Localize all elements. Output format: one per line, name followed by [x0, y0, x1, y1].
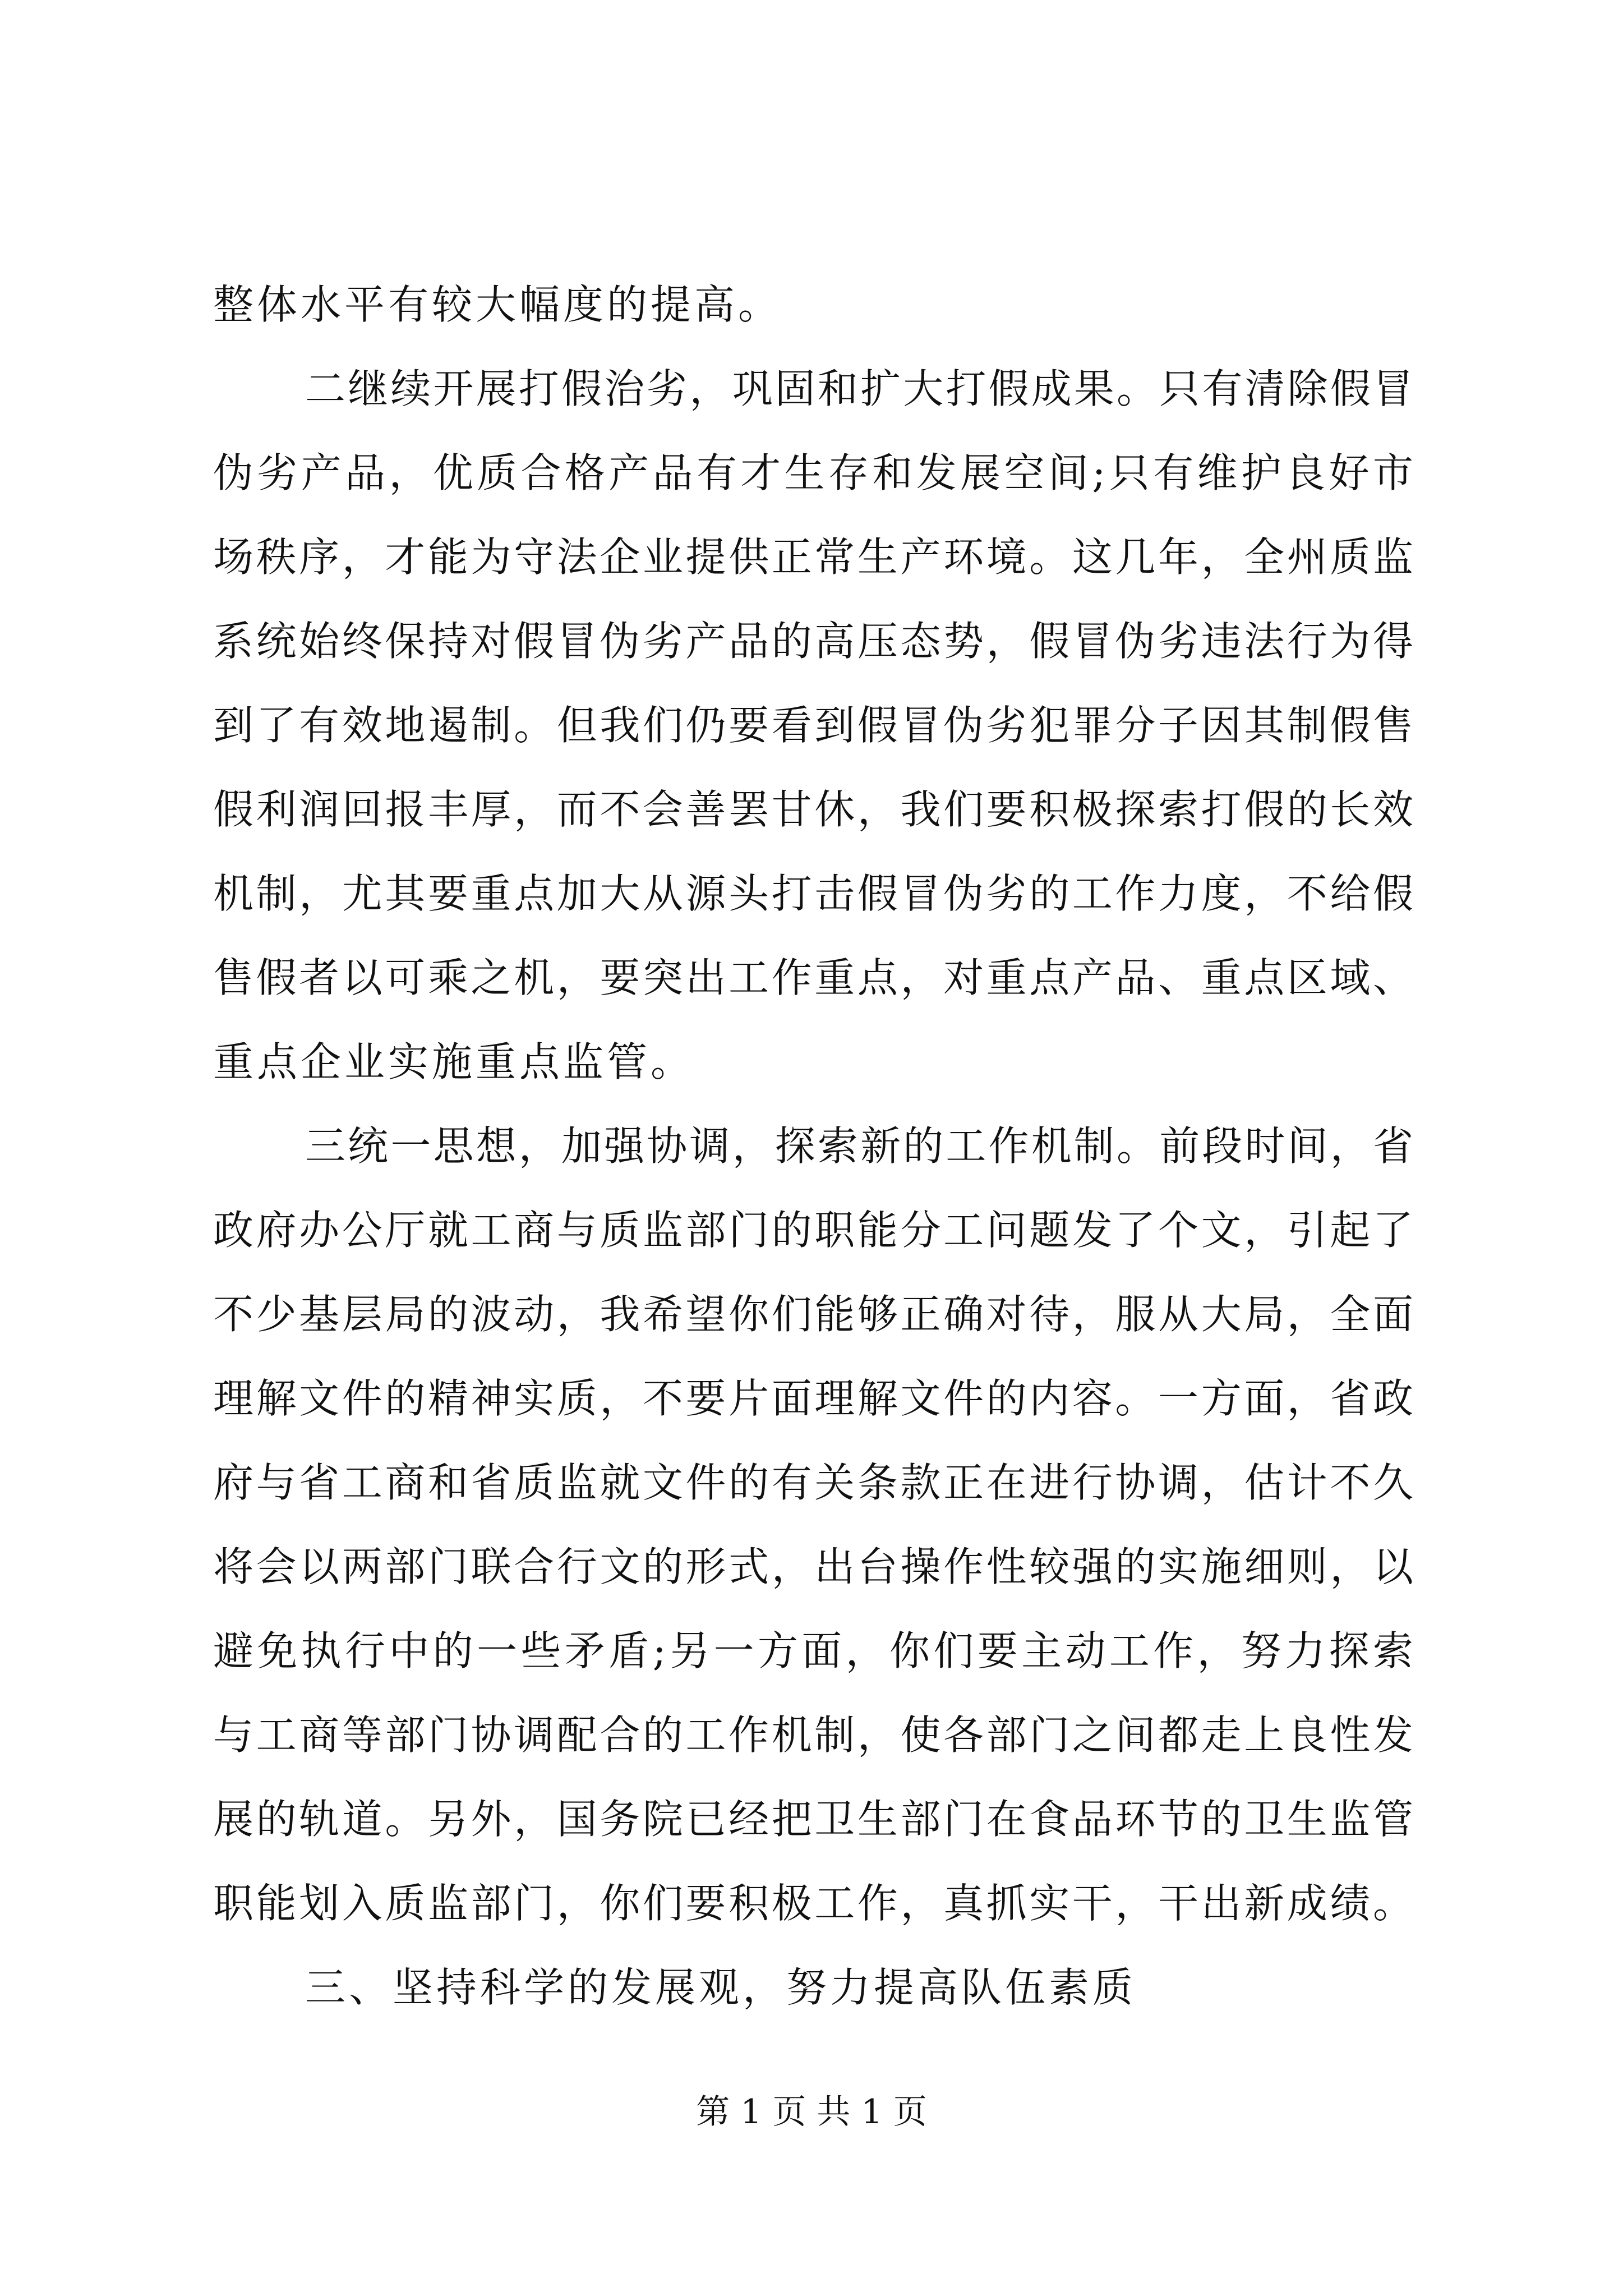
paragraph-line: 系统始终保持对假冒伪劣产品的高压态势，假冒伪劣违法行为得: [213, 618, 1413, 665]
paragraph-line: 假利润回报丰厚，而不会善罢甘休，我们要积极探索打假的长效: [213, 786, 1413, 833]
paragraph-line: 整体水平有较大幅度的提高。: [213, 281, 782, 328]
paragraph-line: 场秩序，才能为守法企业提供正常生产环境。这几年，全州质监: [213, 533, 1413, 581]
paragraph-line: 避免执行中的一些矛盾;另一方面，你们要主动工作，努力探索: [213, 1627, 1413, 1674]
paragraph-line: 政府办公厅就工商与质监部门的职能分工问题发了个文，引起了: [213, 1207, 1413, 1254]
paragraph-line: 不少基层局的波动，我希望你们能够正确对待，服从大局，全面: [213, 1291, 1413, 1338]
page-number-footer: 第 1 页 共 1 页: [696, 2092, 927, 2132]
paragraph-line: 重点企业实施重点监管。: [213, 1038, 695, 1085]
paragraph-line: 职能划入质监部门，你们要积极工作，真抓实干，干出新成绩。: [213, 1880, 1413, 1927]
section-heading: 三、坚持科学的发展观，努力提高队伍素质: [305, 1964, 1137, 2011]
paragraph-line: 售假者以可乘之机，要突出工作重点，对重点产品、重点区域、: [213, 954, 1413, 1001]
paragraph-line: 伪劣产品，优质合格产品有才生存和发展空间;只有维护良好市: [213, 449, 1413, 496]
paragraph-line: 理解文件的精神实质，不要片面理解文件的内容。一方面，省政: [213, 1375, 1413, 1422]
paragraph-line: 与工商等部门协调配合的工作机制，使各部门之间都走上良性发: [213, 1711, 1413, 1759]
paragraph-line: 到了有效地遏制。但我们仍要看到假冒伪劣犯罪分子因其制假售: [213, 702, 1413, 749]
paragraph-line: 机制，尤其要重点加大从源头打击假冒伪劣的工作力度，不给假: [213, 870, 1413, 917]
paragraph-line: 三统一思想，加强协调，探索新的工作机制。前段时间，省: [305, 1122, 1413, 1170]
paragraph-line: 展的轨道。另外，国务院已经把卫生部门在食品环节的卫生监管: [213, 1796, 1413, 1843]
paragraph-line: 二继续开展打假治劣，巩固和扩大打假成果。只有清除假冒: [305, 365, 1413, 412]
paragraph-line: 府与省工商和省质监就文件的有关条款正在进行协调，估计不久: [213, 1459, 1413, 1506]
paragraph-line: 将会以两部门联合行文的形式，出台操作性较强的实施细则，以: [213, 1543, 1413, 1590]
